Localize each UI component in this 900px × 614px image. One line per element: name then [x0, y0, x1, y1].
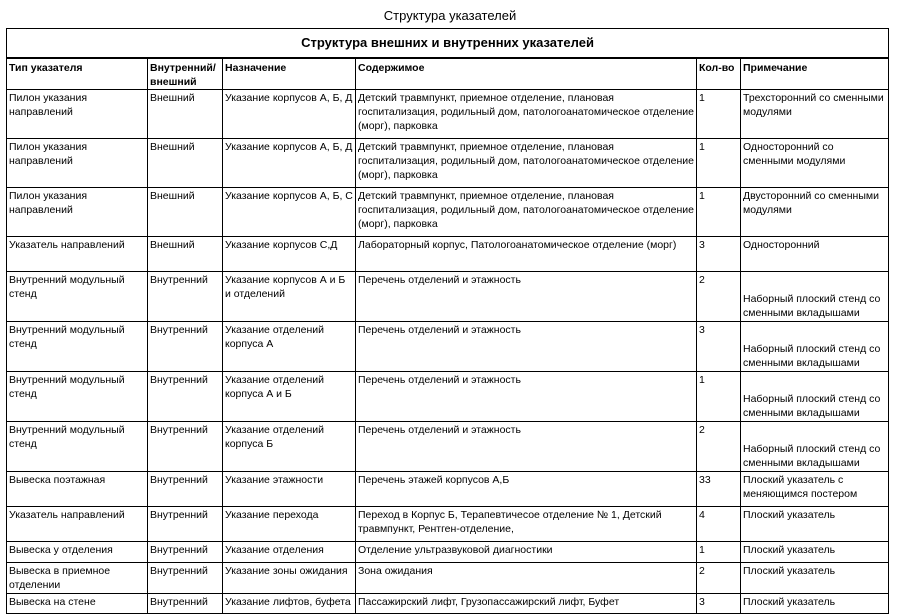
- cell-note: Наборный плоский стенд со сменными вкладышами: [741, 272, 889, 322]
- cell-type: Пилон указания направлений: [7, 188, 148, 237]
- cell-quantity: 3: [697, 322, 741, 372]
- cell-type: Внутренний модульный стенд: [7, 272, 148, 322]
- cell-type: Указатель направлений: [7, 507, 148, 542]
- signage-table: [6, 28, 889, 614]
- cell-content: Переход в Корпус Б, Терапевтичесое отделение № 1, Детский травмпункт, Рентген-отделение,: [356, 507, 697, 542]
- cell-content: Перечень отделений и этажность: [356, 372, 697, 422]
- cell-internal-external: Внутренний: [148, 563, 223, 594]
- cell-content: Перечень отделений и этажность: [356, 322, 697, 372]
- cell-internal-external: Внутренний: [148, 542, 223, 563]
- cell-purpose: Указание корпусов А, Б, С: [223, 188, 356, 237]
- cell-internal-external: Внешний: [148, 237, 223, 272]
- cell-content: Перечень этажей корпусов А,Б: [356, 472, 697, 507]
- cell-internal-external: Внешний: [148, 188, 223, 237]
- cell-type: Пилон указания направлений: [7, 90, 148, 139]
- cell-content: Зона ожидания: [356, 563, 697, 594]
- cell-note: Двусторонний со сменными модулями: [741, 188, 889, 237]
- table-title: Структура внешних и внутренних указателей: [7, 29, 889, 59]
- table-row: [7, 372, 889, 422]
- cell-internal-external: Внешний: [148, 90, 223, 139]
- cell-internal-external: Внутренний: [148, 422, 223, 472]
- document-caption: Структура указателей: [383, 8, 517, 23]
- header-purpose: Назначение: [223, 58, 356, 90]
- cell-content: Отделение ультразвуковой диагностики: [356, 542, 697, 563]
- cell-note: Односторонний со сменными модулями: [741, 139, 889, 188]
- cell-note: Наборный плоский стенд со сменными вкладышами: [741, 372, 889, 422]
- cell-quantity: 3: [697, 594, 741, 614]
- cell-internal-external: Внутренний: [148, 472, 223, 507]
- cell-purpose: Указание этажности: [223, 472, 356, 507]
- cell-note: Плоский указатель: [741, 507, 889, 542]
- cell-purpose: Указание отделений корпуса Б: [223, 422, 356, 472]
- cell-type: Вывеска на стене: [7, 594, 148, 614]
- table-row: [7, 422, 889, 472]
- cell-internal-external: Внутренний: [148, 372, 223, 422]
- cell-note: Трехсторонний со сменными модулями: [741, 90, 889, 139]
- cell-internal-external: Внутренний: [148, 507, 223, 542]
- cell-internal-external: Внешний: [148, 139, 223, 188]
- cell-purpose: Указание корпусов А, Б, Д: [223, 90, 356, 139]
- cell-purpose: Указание перехода: [223, 507, 356, 542]
- header-content: Содержимое: [356, 58, 697, 90]
- cell-quantity: 2: [697, 272, 741, 322]
- header-quantity: Кол-во: [697, 58, 741, 90]
- cell-note: Плоский указатель с меняющимся постером: [741, 472, 889, 507]
- cell-quantity: 33: [697, 472, 741, 507]
- cell-note: Плоский указатель: [741, 594, 889, 614]
- cell-purpose: Указание отделений корпуса А: [223, 322, 356, 372]
- cell-purpose: Указание корпусов А и Б и отделений: [223, 272, 356, 322]
- header-row: [7, 58, 889, 90]
- table-row: [7, 139, 889, 188]
- cell-content: Детский травмпункт, приемное отделение, плановая госпитализация, родильный дом, патологоанатомическое отделение (морг), парковка: [356, 139, 697, 188]
- cell-internal-external: Внутренний: [148, 322, 223, 372]
- cell-purpose: Указание зоны ожидания: [223, 563, 356, 594]
- cell-content: Перечень отделений и этажность: [356, 422, 697, 472]
- cell-content: Пассажирский лифт, Грузопассажирский лифт, Буфет: [356, 594, 697, 614]
- cell-quantity: 1: [697, 139, 741, 188]
- cell-content: Перечень отделений и этажность: [356, 272, 697, 322]
- table-row: [7, 322, 889, 372]
- cell-quantity: 2: [697, 563, 741, 594]
- cell-quantity: 3: [697, 237, 741, 272]
- cell-purpose: Указание корпусов А, Б, Д: [223, 139, 356, 188]
- cell-note: Плоский указатель: [741, 542, 889, 563]
- cell-internal-external: Внутренний: [148, 594, 223, 614]
- cell-purpose: Указание корпусов С,Д: [223, 237, 356, 272]
- table-row: [7, 507, 889, 542]
- cell-quantity: 1: [697, 372, 741, 422]
- cell-note: Наборный плоский стенд со сменными вкладышами: [741, 322, 889, 372]
- cell-quantity: 1: [697, 542, 741, 563]
- table-row: [7, 594, 889, 614]
- table-row: [7, 542, 889, 563]
- header-type: Тип указателя: [7, 58, 148, 90]
- table-row: [7, 188, 889, 237]
- cell-type: Внутренний модульный стенд: [7, 372, 148, 422]
- cell-note: Наборный плоский стенд со сменными вкладышами: [741, 422, 889, 472]
- cell-type: Внутренний модульный стенд: [7, 422, 148, 472]
- cell-quantity: 1: [697, 188, 741, 237]
- cell-type: Вывеска в приемное отделении: [7, 563, 148, 594]
- cell-note: Односторонний: [741, 237, 889, 272]
- cell-content: Лабораторный корпус, Патологоанатомическое отделение (морг): [356, 237, 697, 272]
- table-row: [7, 472, 889, 507]
- cell-type: Вывеска у отделения: [7, 542, 148, 563]
- table-row: [7, 272, 889, 322]
- header-note: Примечание: [741, 58, 889, 90]
- cell-quantity: 2: [697, 422, 741, 472]
- cell-type: Указатель направлений: [7, 237, 148, 272]
- table-row: [7, 90, 889, 139]
- header-internal-external: Внутренний/ внешний: [148, 58, 223, 90]
- cell-purpose: Указание отделения: [223, 542, 356, 563]
- cell-type: Внутренний модульный стенд: [7, 322, 148, 372]
- cell-note: Плоский указатель: [741, 563, 889, 594]
- cell-internal-external: Внутренний: [148, 272, 223, 322]
- cell-purpose: Указание отделений корпуса А и Б: [223, 372, 356, 422]
- table-row: [7, 563, 889, 594]
- cell-purpose: Указание лифтов, буфета: [223, 594, 356, 614]
- cell-type: Пилон указания направлений: [7, 139, 148, 188]
- cell-content: Детский травмпункт, приемное отделение, плановая госпитализация, родильный дом, патологоанатомическое отделение (морг), парковка: [356, 90, 697, 139]
- cell-quantity: 1: [697, 90, 741, 139]
- cell-quantity: 4: [697, 507, 741, 542]
- cell-content: Детский травмпункт, приемное отделение, плановая госпитализация, родильный дом, патологоанатомическое отделение (морг), парковка: [356, 188, 697, 237]
- cell-type: Вывеска поэтажная: [7, 472, 148, 507]
- table-row: [7, 237, 889, 272]
